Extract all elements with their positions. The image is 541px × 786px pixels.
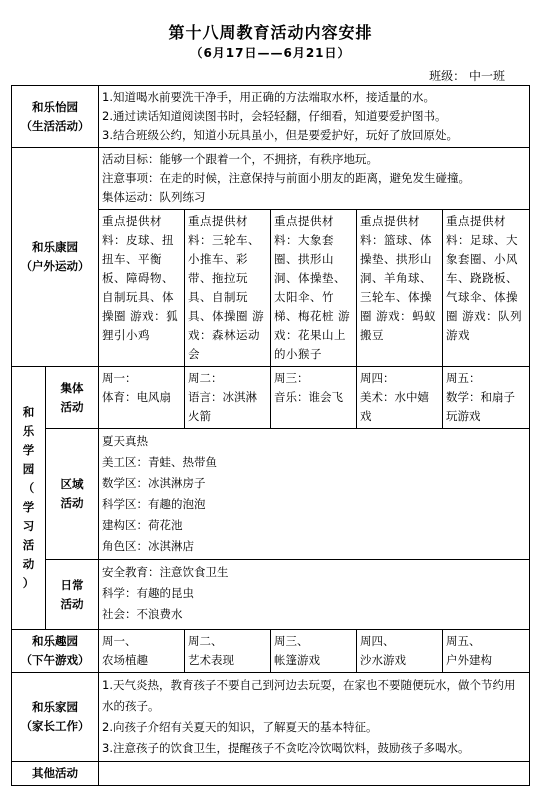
schedule-table bbox=[11, 85, 530, 786]
group-activity-label: 集体 活动 bbox=[46, 367, 99, 429]
date-range: （6月17日——6月21日） bbox=[190, 46, 351, 60]
area-activity-label: 区域 活动 bbox=[46, 429, 99, 560]
group-day-3: 周三： 音乐：谁会飞 bbox=[271, 367, 357, 429]
outdoor-group: 集体运动：队列练习 bbox=[102, 190, 206, 204]
class-label: 班级： bbox=[429, 69, 466, 83]
group-day-5: 周五： 数学：和扇子玩游戏 bbox=[443, 367, 530, 429]
home-item: 2.向孩子介绍有关夏天的知识，了解夏天的基本特征。 bbox=[102, 720, 378, 734]
area-item: 美工区：青蛙、热带鱼 bbox=[102, 455, 217, 469]
learning-daily-row bbox=[12, 560, 530, 630]
class-info bbox=[429, 67, 505, 84]
life-item: 2.通过读话知道阅读图书时，会轻轻翻，仔细看，知道要爱护图书。 bbox=[102, 109, 447, 123]
life-content bbox=[99, 86, 530, 148]
daily-item: 安全教育：注意饮食卫生 bbox=[102, 565, 229, 579]
fun-day-2: 周二、 艺术表现 bbox=[185, 630, 271, 673]
other-content bbox=[99, 762, 530, 786]
home-item: 3.注意孩子的饮食卫生，提醒孩子不贪吃冷饮喝饮料，鼓励孩子多喝水。 bbox=[102, 741, 470, 755]
fun-day-5: 周五、 户外建构 bbox=[443, 630, 530, 673]
fun-header: 和乐趣园 （下午游戏） bbox=[12, 630, 99, 673]
outdoor-notice: 注意事项：在走的时候，注意保持与前面小朋友的距离，避免发生碰撞。 bbox=[102, 171, 470, 185]
outdoor-info-row bbox=[12, 148, 530, 210]
outdoor-day-5: 重点提供材料：足球、大象套圈、小风车、跷跷板、气球伞、体操圈 游戏：队列游戏 bbox=[443, 210, 530, 367]
learning-group-row bbox=[12, 367, 530, 429]
fun-day-4: 周四、 沙水游戏 bbox=[357, 630, 443, 673]
group-day-4: 周四： 美术：水中嬉戏 bbox=[357, 367, 443, 429]
outdoor-day-1: 重点提供材料：皮球、扭扭车、平衡板、障碍物、自制玩具、体操圈 游戏：狐狸引小鸡 bbox=[99, 210, 185, 367]
area-item: 建构区：荷花池 bbox=[102, 518, 183, 532]
daily-item: 社会：不浪费水 bbox=[102, 607, 183, 621]
home-header: 和乐家园 （家长工作） bbox=[12, 673, 99, 762]
daily-item: 科学：有趣的昆虫 bbox=[102, 586, 194, 600]
daily-content bbox=[99, 560, 530, 630]
area-item: 科学区：有趣的泡泡 bbox=[102, 497, 206, 511]
life-row bbox=[12, 86, 530, 148]
life-header: 和乐怡园 （生活活动） bbox=[12, 86, 99, 148]
other-header: 其他活动 bbox=[12, 762, 99, 786]
area-theme: 夏天真热 bbox=[102, 434, 148, 448]
group-day-1: 周一： 体育：电风扇 bbox=[99, 367, 185, 429]
outdoor-goal: 活动目标：能够一个跟着一个，不拥挤，有秩序地玩。 bbox=[102, 152, 378, 166]
home-content bbox=[99, 673, 530, 762]
area-item: 数学区：冰淇淋房子 bbox=[102, 476, 206, 490]
other-row bbox=[12, 762, 530, 786]
area-item: 角色区：冰淇淋店 bbox=[102, 539, 194, 553]
outdoor-day-2: 重点提供材料：三轮车、小推车、彩带、拖拉玩具、自制玩具、体操圈 游戏：森林运动会 bbox=[185, 210, 271, 367]
fun-day-3: 周三、 帐篷游戏 bbox=[271, 630, 357, 673]
life-item: 3.结合班级公约，知道小玩具虽小，但是要爱护好，玩好了放回原处。 bbox=[102, 128, 458, 142]
outdoor-day-4: 重点提供材料：篮球、体操垫、拱形山洞、羊角球、三轮车、体操圈 游戏：蚂蚁搬豆 bbox=[357, 210, 443, 367]
area-content bbox=[99, 429, 530, 560]
learning-header: 和 乐 学 园 （ 学 习 活 动 ） bbox=[12, 367, 46, 630]
learning-area-row bbox=[12, 429, 530, 560]
home-item: 1.天气炎热，教育孩子不要自己到河边去玩耍，在家也不要随便玩水，做个节约用水的孩子。 bbox=[102, 678, 516, 713]
fun-row bbox=[12, 630, 530, 673]
class-value: 中一班 bbox=[468, 69, 505, 83]
daily-activity-label: 日常 活动 bbox=[46, 560, 99, 630]
life-item: 1.知道喝水前要洗干净手，用正确的方法端取水杯，接适量的水。 bbox=[102, 90, 435, 104]
outdoor-day-3: 重点提供材料：大象套圈、拱形山洞、体操垫、太阳伞、竹梯、梅花桩 游戏：花果山上的小猴子 bbox=[271, 210, 357, 367]
group-day-2: 周二： 语言：冰淇淋火箭 bbox=[185, 367, 271, 429]
home-row bbox=[12, 673, 530, 762]
fun-day-1: 周一、 农场植趣 bbox=[99, 630, 185, 673]
outdoor-header: 和乐康园 （户外运动） bbox=[12, 148, 99, 367]
outdoor-info bbox=[99, 148, 530, 210]
page-title: 第十八周教育活动内容安排 bbox=[168, 23, 373, 42]
